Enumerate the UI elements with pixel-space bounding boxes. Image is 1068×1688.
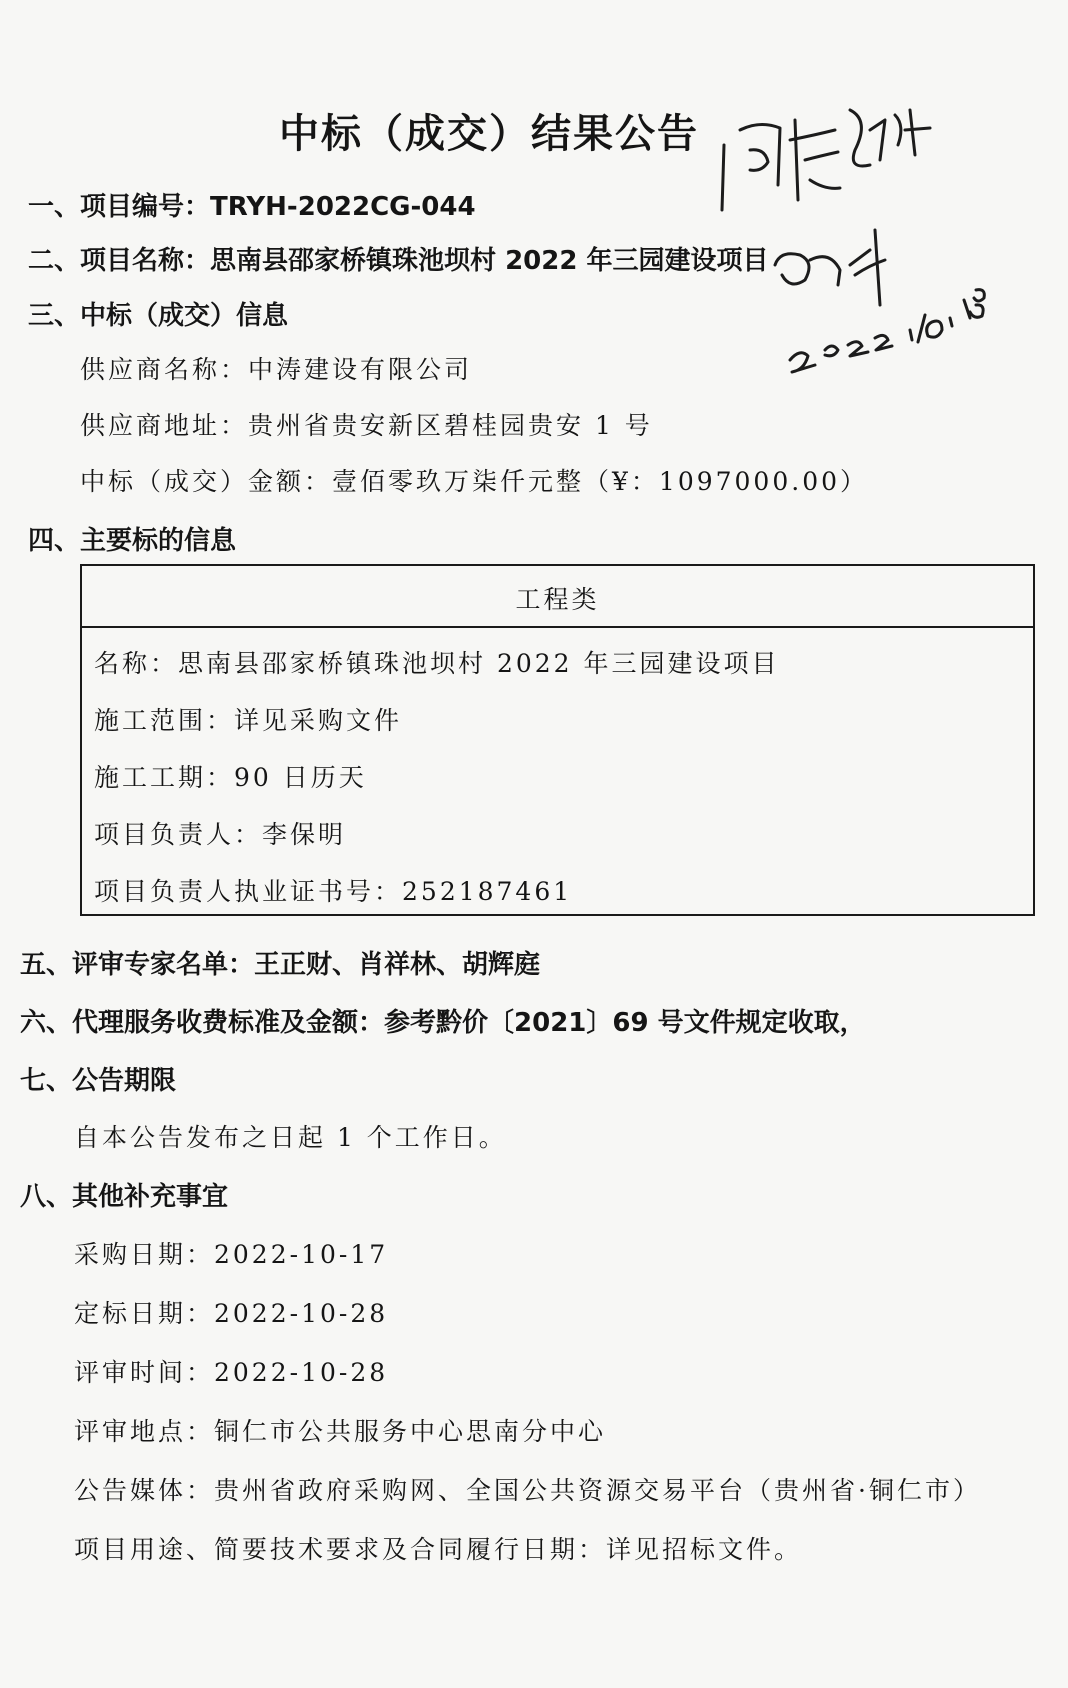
award-date: 定标日期：2022-10-28 (74, 1299, 389, 1328)
section-3-heading: 三、中标（成交）信息 (28, 301, 289, 331)
project-usage-note: 项目用途、简要技术要求及合同履行日期：详见招标文件。 (74, 1535, 803, 1564)
purchase-date: 采购日期：2022-10-17 (74, 1240, 389, 1269)
section-8-heading: 八、其他补充事宜 (20, 1182, 229, 1212)
subject-row-name: 名称：思南县邵家桥镇珠池坝村 2022 年三园建设项目 (94, 649, 780, 678)
supplier-name: 供应商名称：中涛建设有限公司 (80, 355, 473, 384)
award-amount: 中标（成交）金额：壹佰零玖万柒仟元整（¥：1097000.00） (80, 467, 869, 496)
subject-table-header: 工程类 (82, 566, 1033, 628)
section-4-heading: 四、主要标的信息 (28, 526, 237, 556)
section-5-experts: 五、评审专家名单：王正财、肖祥林、胡辉庭 (20, 950, 541, 980)
subject-row-scope: 施工范围：详见采购文件 (94, 706, 403, 735)
subject-row-manager: 项目负责人：李保明 (94, 820, 347, 849)
section-2-project-name: 二、项目名称：思南县邵家桥镇珠池坝村 2022 年三园建设项目 (28, 246, 769, 276)
notice-period: 自本公告发布之日起 1 个工作日。 (74, 1123, 507, 1152)
announcement-media: 公告媒体：贵州省政府采购网、全国公共资源交易平台（贵州省·铜仁市） (74, 1476, 981, 1505)
supplier-address: 供应商地址：贵州省贵安新区碧桂园贵安 1 号 (80, 411, 653, 440)
section-6-fees: 六、代理服务收费标准及金额：参考黔价〔2021〕69 号文件规定收取， (20, 1008, 866, 1038)
review-time: 评审时间：2022-10-28 (74, 1358, 389, 1387)
subject-row-duration: 施工工期：90 日历天 (94, 763, 367, 792)
review-location: 评审地点：铜仁市公共服务中心思南分中心 (74, 1417, 607, 1446)
page-title: 中标（成交）结果公告 (279, 111, 699, 157)
subject-row-certificate: 项目负责人执业证书号：252187461 (94, 877, 573, 906)
section-7-heading: 七、公告期限 (20, 1066, 177, 1096)
section-1-project-number: 一、项目编号：TRYH-2022CG-044 (28, 192, 476, 222)
subject-table (80, 564, 1035, 916)
